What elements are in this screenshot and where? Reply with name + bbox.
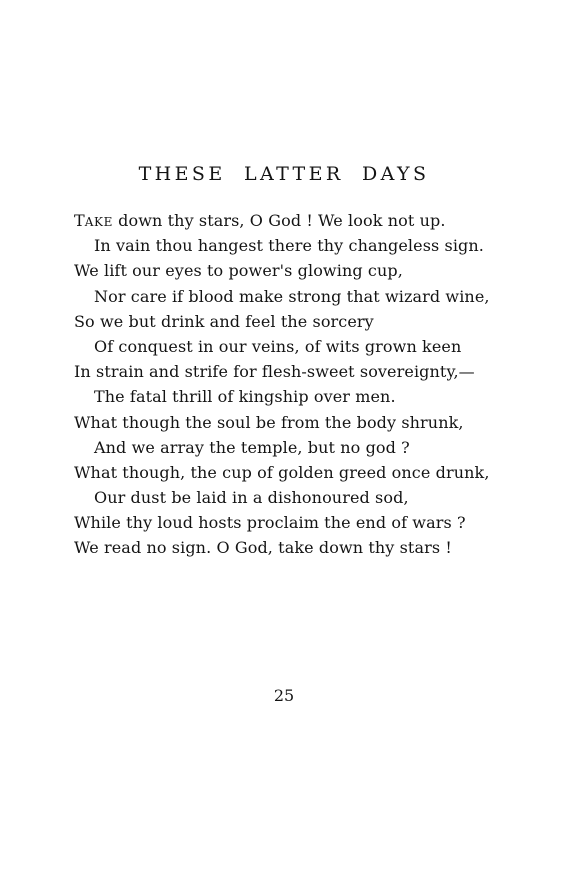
poem-body xyxy=(74,208,544,561)
poem-title: THESE LATTER DAYS xyxy=(138,163,430,185)
poem-line-2: In vain thou hangest there thy changeless sign. xyxy=(94,236,484,256)
poem-line-8: The fatal thrill of kingship over men. xyxy=(94,387,396,407)
poem-line-12: Our dust be laid in a dishonoured sod, xyxy=(94,488,409,508)
first-word-small-caps: AKE xyxy=(84,215,113,229)
poem-line-text: down thy stars, O God ! We look not up. xyxy=(112,211,446,230)
poem-line-7: In strain and strife for flesh-sweet sovereignty,— xyxy=(74,362,475,382)
poem-line-6: Of conquest in our veins, of wits grown keen xyxy=(94,336,462,356)
page-number: 25 xyxy=(273,686,295,705)
poem-line-13: While thy loud hosts proclaim the end of wars ? xyxy=(74,513,466,533)
poem-line-14: We read no sign. O God, take down thy stars ! xyxy=(74,538,452,558)
poem-line-5: So we but drink and feel the sorcery xyxy=(74,311,374,331)
poem-line-3: We lift our eyes to power's glowing cup, xyxy=(74,261,403,281)
poem-line-10: And we array the temple, but no god ? xyxy=(94,437,410,457)
poem-line-11: What though, the cup of golden greed once drunk, xyxy=(74,462,490,482)
poem-line-1 xyxy=(74,208,544,233)
poem-line-4: Nor care if blood make strong that wizard wine, xyxy=(94,286,490,306)
first-word-initial: T xyxy=(74,211,85,230)
poem-line-9: What though the soul be from the body shrunk, xyxy=(74,412,464,432)
